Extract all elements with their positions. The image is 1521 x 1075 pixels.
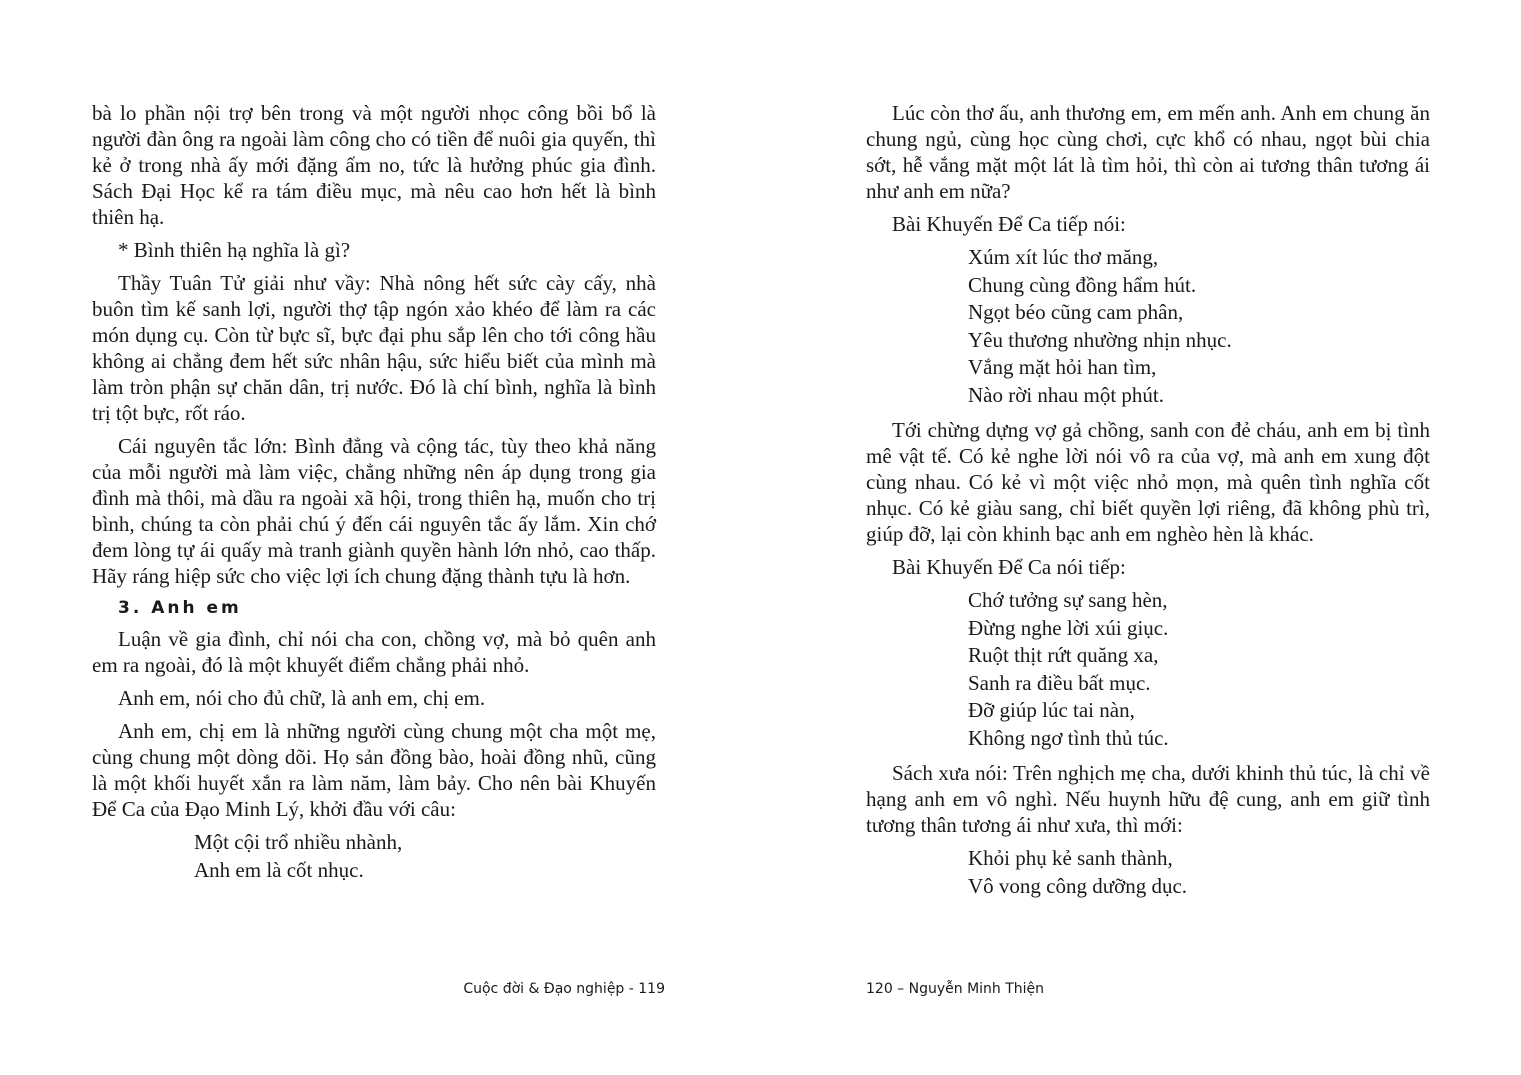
paragraph: Luận về gia đình, chỉ nói cha con, chồng vợ, mà bỏ quên anh em ra ngoài, đó là một khuyết điểm chẳng phải nhỏ. <box>92 627 656 677</box>
paragraph: Lúc còn thơ ấu, anh thương em, em mến anh. Anh em chung ăn chung ngủ, cùng học cùng chơi, cực khổ có nhau, ngọt bùi chia sớt, hễ vắng mặt một lát là tìm hỏi, thì còn ai tương thân tương ái như anh em nữa? <box>866 101 1430 203</box>
verse-line: Anh em là cốt nhục. <box>194 857 364 882</box>
paragraph: Thầy Tuân Tử giải như vầy: Nhà nông hết sức cày cấy, nhà buôn tìm kế sanh lợi, người thợ tập ngón xảo khéo để làm ra các món dụng cụ. Còn từ bực sĩ, bực đại phu sắp lên cho tới công hầu không ai chẳng đem hết sức nhân hậu, sức hiểu biết của mình mà làm tròn phận sự chăn dân, trị nước. Đó là chí bình, nghĩa là bình trị tột bực, rốt ráo. <box>92 271 656 425</box>
section-heading: 3. Anh em <box>118 598 242 618</box>
verse-line: Một cội trổ nhiều nhành, <box>194 830 403 854</box>
verse-line: Chớ tưởng sự sang hèn, <box>968 588 1168 612</box>
verse-block <box>968 587 1430 752</box>
verse-line: Không ngơ tình thủ túc. <box>968 725 1169 750</box>
verse-line: Vắng mặt hỏi han tìm, <box>968 355 1157 379</box>
paragraph: Cái nguyên tắc lớn: Bình đẳng và cộng tác, tùy theo khả năng của mỗi người mà làm việc, chẳng những nên áp dụng trong gia đình mà thôi, mà dầu ra ngoài xã hội, trong thiên hạ, muốn cho trị bình, chúng ta còn phải chú ý đến cái nguyên tắc ấy lắm. Xin chớ đem lòng tự ái quấy mà tranh giành quyền hành lớn nhỏ, cao thấp. Hãy ráng hiệp sức cho việc lợi ích chung đặng thành tựu là hơn. <box>92 434 656 588</box>
verse-line: Nào rời nhau một phút. <box>968 382 1164 407</box>
verse-block <box>968 244 1430 409</box>
page-footer-right: 120 – Nguyễn Minh Thiện <box>866 981 1045 997</box>
verse-line: Khỏi phụ kẻ sanh thành, <box>968 846 1173 870</box>
page-footer-left: Cuộc đời & Đạo nghiệp - 119 <box>463 981 665 997</box>
verse-line: Chung cùng đồng hẩm hút. <box>968 272 1197 297</box>
verse-intro: Bài Khuyến Để Ca nói tiếp: <box>892 555 1126 579</box>
verse-block <box>194 829 656 884</box>
verse-line: Ruột thịt rứt quăng xa, <box>968 643 1159 667</box>
verse-line: Đừng nghe lời xúi giục. <box>968 615 1169 640</box>
verse-line: Vô vong công dưỡng dục. <box>968 873 1188 898</box>
verse-line: Sanh ra điều bất mục. <box>968 670 1151 695</box>
verse-intro: Bài Khuyến Để Ca tiếp nói: <box>892 212 1126 236</box>
paragraph: Tới chừng dựng vợ gả chồng, sanh con đẻ cháu, anh em bị tình mê vật tế. Có kẻ nghe lời nói vô ra của vợ, mà anh em xung đột cùng nhau. Có kẻ vì một việc nhỏ mọn, mà quên tình nghĩa cốt nhục. Có kẻ giàu sang, chỉ biết quyền lợi riêng, đã không phù trì, giúp đỡ, lại còn khinh bạc anh em nghèo hèn là khác. <box>866 418 1430 546</box>
paragraph: Anh em, chị em là những người cùng chung một cha một mẹ, cùng chung một dòng dõi. Họ sản đồng bào, hoài đồng nhũ, cũng là một khối huyết xắn ra làm năm, làm bảy. Cho nên bài Khuyến Để Ca của Đạo Minh Lý, khởi đầu với câu: <box>92 719 656 821</box>
verse-line: Yêu thương nhường nhịn nhục. <box>968 327 1232 352</box>
paragraph: Sách xưa nói: Trên nghịch mẹ cha, dưới khinh thủ túc, là chỉ về hạng anh em vô nghì. Nếu huynh hữu đệ cung, anh em giữ tình tương thân tương ái như xưa, thì mới: <box>866 761 1430 837</box>
paragraph: Anh em, nói cho đủ chữ, là anh em, chị em. <box>118 686 486 710</box>
paragraph: bà lo phần nội trợ bên trong và một người nhọc công bồi bổ là người đàn ông ra ngoài làm công cho có tiền để nuôi gia quyến, thì kẻ ở trong nhà ấy mới đặng ấm no, tức là hưởng phúc gia đình. Sách Đại Học kể ra tám điều mục, mà nêu cao hơn hết là bình thiên hạ. <box>92 101 656 229</box>
paragraph: * Bình thiên hạ nghĩa là gì? <box>118 238 351 262</box>
verse-line: Ngọt béo cũng cam phân, <box>968 300 1184 324</box>
verse-line: Xúm xít lúc thơ măng, <box>968 245 1159 269</box>
left-page <box>92 100 656 892</box>
right-page <box>866 100 1430 908</box>
verse-line: Đỡ giúp lúc tai nàn, <box>968 698 1135 722</box>
verse-block <box>968 845 1430 900</box>
